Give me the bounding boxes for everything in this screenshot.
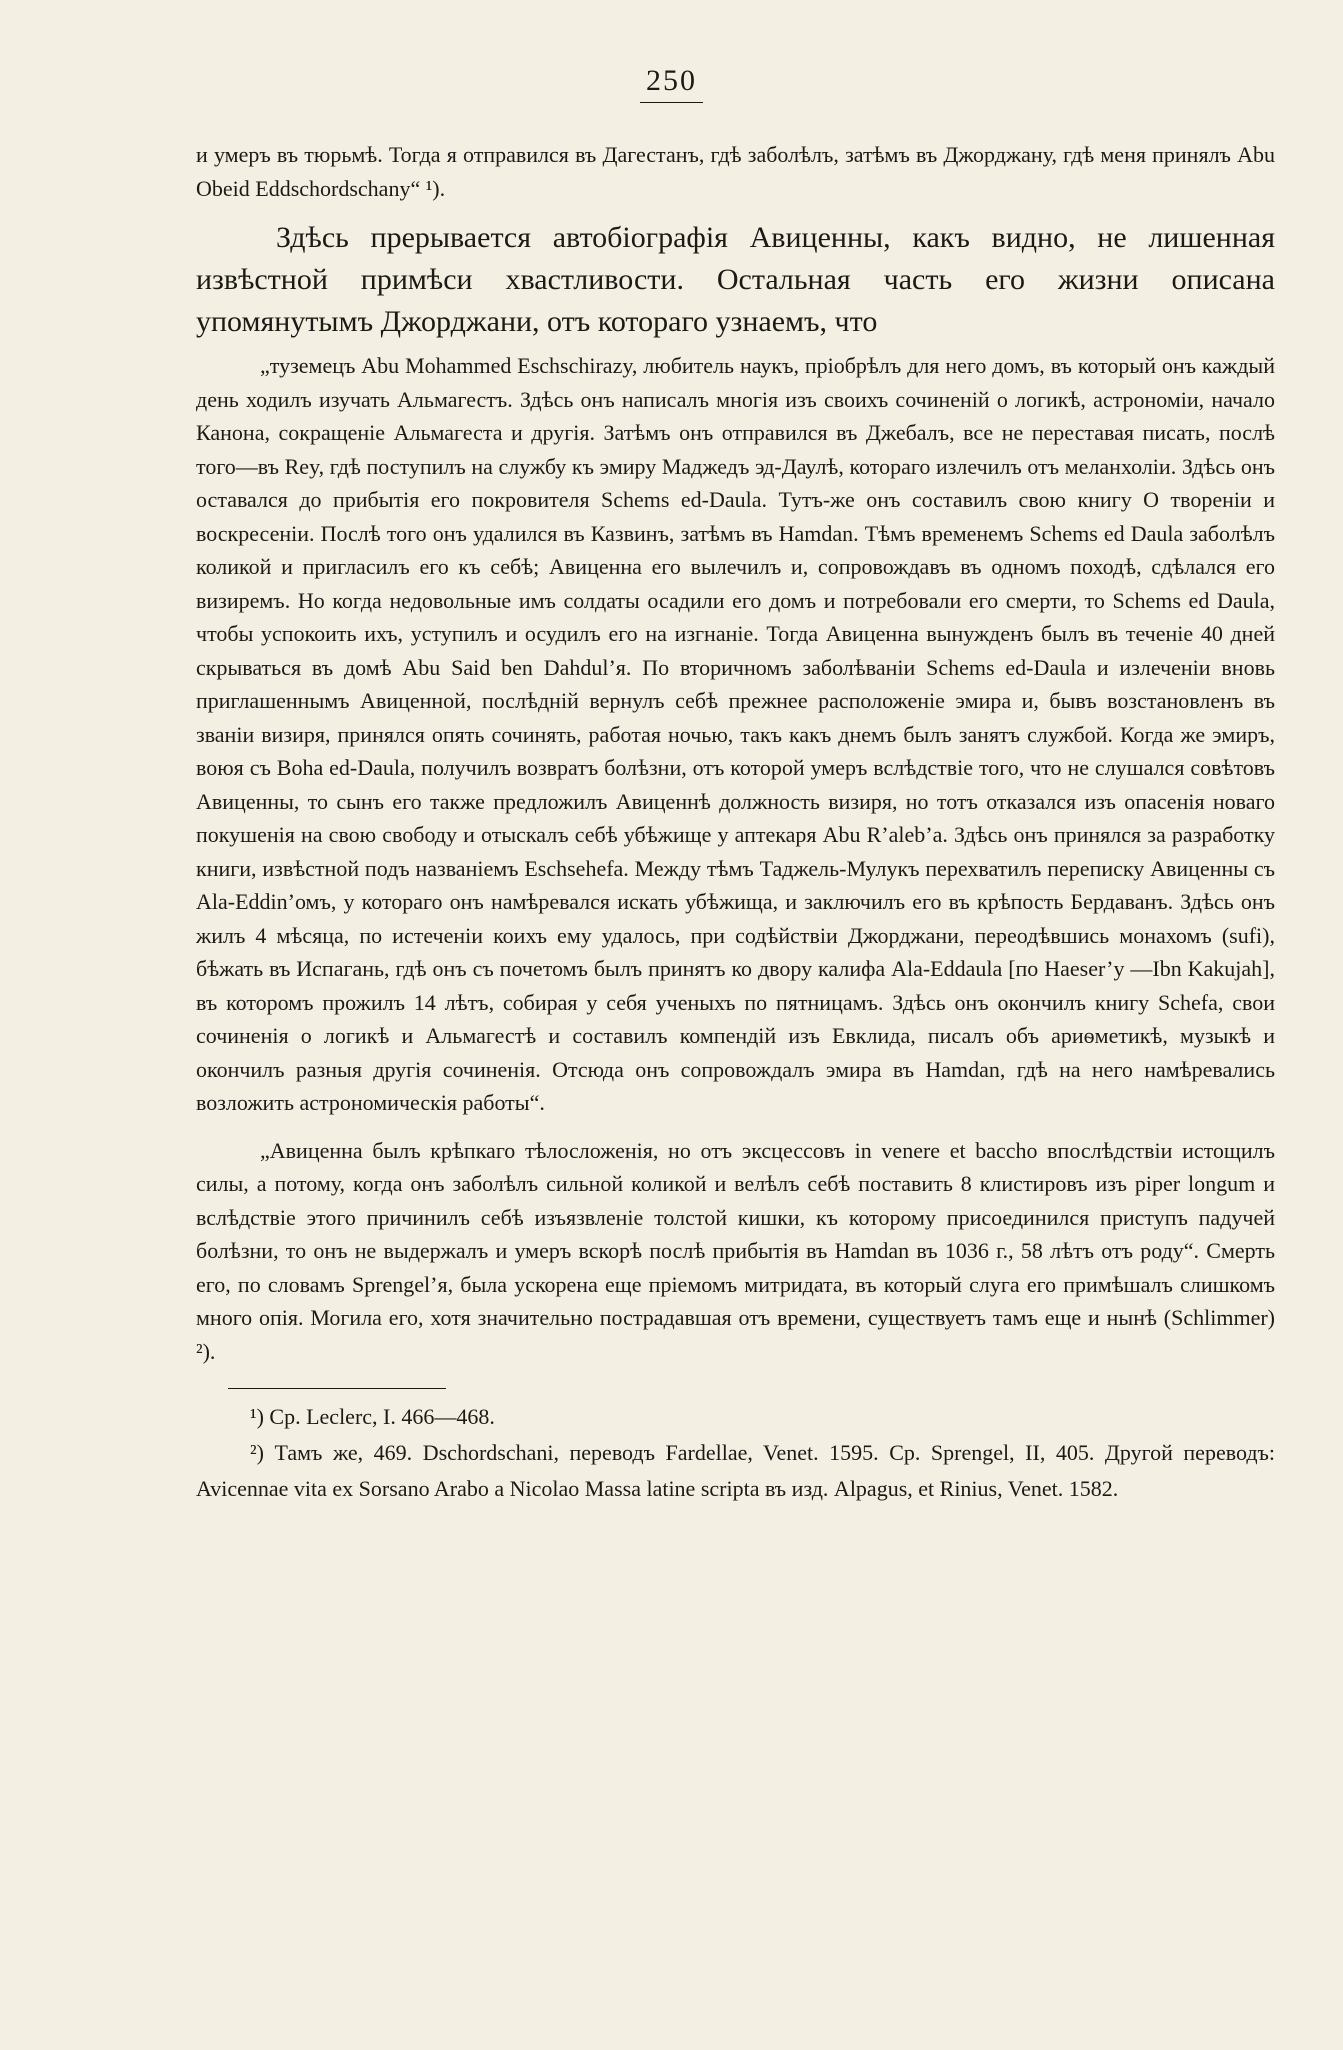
footnote-2: ²) Тамъ же, 469. Dschordschani, переводъ Fardellae, Venet. 1595. Cp. Sprengel, II, 405. Другой переводъ: Avicennae vita ex Sorsano Arabo a Nicolao Massa latine scripta въ изд. Alpagus, et Rinius, Venet. 1582. (196, 1440, 1275, 1501)
paragraph-intro: и умеръ въ тюрьмѣ. Тогда я отправился въ Дагестанъ, гдѣ заболѣлъ, затѣмъ въ Джорджану, гдѣ меня принялъ Abu Obeid Eddschordschany“ ¹). (196, 142, 1275, 201)
footnote-1: ¹) Cp. Leclerc, I. 466—468. (250, 1404, 495, 1429)
paragraph-main: Здѣсь прерывается автобіографія Авиценны, какъ видно, не лишенная извѣстной примѣси хвастливости. Остальная часть его жизни описана упомянутымъ Джорджани, отъ котораго узнаемъ, что (196, 221, 1275, 338)
quote-paragraph-1: „туземецъ Abu Mohammed Eschschirazy, любитель наукъ, пріобрѣлъ для него домъ, въ который онъ каждый день ходилъ изучать Альмагестъ. Здѣсь онъ написалъ многія изъ своихъ сочиненій о логикѣ, астрономіи, начало Канона, сокращеніе Альмагеста и другія. Затѣмъ онъ отправился въ Джебалъ, все не переставая писать, послѣ того—въ Rey, гдѣ поступилъ на службу къ эмиру Маджедъ эд-Даулѣ, котораго излечилъ отъ меланхоліи. Здѣсь онъ оставался до прибытія его покровителя Schems ed-Daula. Тутъ-же онъ составилъ свою книгу О твореніи и воскресеніи. Послѣ того онъ удалился въ Казвинъ, затѣмъ въ Hamdan. Тѣмъ временемъ Schems ed Daula заболѣлъ коликой и пригласилъ его къ себѣ; Авиценна его вылечилъ и, сопровождавъ въ одномъ походѣ, сдѣлался его визиремъ. Но когда недовольные имъ солдаты осадили его домъ и потребовали его смерти, то Schems ed Daula, чтобы успокоить ихъ, уступилъ и осудилъ его на изгнаніе. Тогда Авиценна вынужденъ былъ въ теченіе 40 дней скрываться въ домѣ Abu Said ben Dahdul’я. По вторичномъ заболѣваніи Schems ed-Daula и излеченіи вновь приглашеннымъ Авиценной, послѣдній вернулъ себѣ прежнее расположеніе эмира и, бывъ возстановленъ въ званіи визиря, принялся опять сочинять, работая ночью, такъ какъ днемъ былъ занятъ службой. Когда же эмиръ, воюя съ Boha ed-Daula, получилъ возвратъ болѣзни, отъ которой умеръ вслѣдствіе того, что не слушался совѣтовъ Авиценны, то сынъ его также предложилъ Авиценнѣ должность визиря, но тотъ отказался изъ опасенія новаго покушенія на свою свободу и отыскалъ себѣ убѣжище у аптекаря Abu R’aleb’a. Здѣсь онъ принялся за разработку книги, извѣстной подъ названіемъ Eschsehefa. Между тѣмъ Таджель-Мулукъ перехватилъ переписку Авиценны съ Ala-Eddin’омъ, у котораго онъ намѣревался искать убѣжища, и заключилъ его въ крѣпость Бердаванъ. Здѣсь онъ жилъ 4 мѣсяца, по истеченіи коихъ ему удалось, при содѣйствіи Джорджани, переодѣвшись монахомъ (sufi), бѣжать въ Испагань, гдѣ онъ съ почетомъ былъ принятъ ко двору калифа Ala-Eddaula [по Haeser’y —Ibn Kakujah], въ которомъ прожилъ 14 лѣтъ, собирая у себя ученыхъ по пятницамъ. Здѣсь онъ окончилъ книгу Schefa, свои сочиненія о логикѣ и Альмагестѣ и составилъ компендій изъ Евклида, писалъ объ ариѳметикѣ, музыкѣ и окончилъ разныя другія сочиненія. Отсюда онъ сопровождалъ эмира въ Hamdan, гдѣ на него намѣревались возложить астрономическія работы“. (196, 353, 1275, 1115)
quote-paragraph-2: „Авиценна былъ крѣпкаго тѣлосложенія, но отъ эксцессовъ in venere et baccho впослѣдствіи истощилъ силы, а потому, когда онъ заболѣлъ сильной коликой и велѣлъ себѣ поставить 8 клистировъ изъ piper longum и вслѣдствіе этого причинилъ себѣ изъязвленіе толстой кишки, къ которому присоединился приступъ падучей болѣзни, то онъ не выдержалъ и умеръ вскорѣ послѣ прибытія въ Hamdan въ 1036 г., 58 лѣтъ отъ роду“. Смерть его, по словамъ Sprengel’я, была ускорена еще пріемомъ митридата, въ который слуга его примѣшалъ слишкомъ много опія. Могила его, хотя значительно пострадавшая отъ времени, существуетъ тамъ еще и нынѣ (Schlimmer) ²). (196, 1137, 1275, 1364)
footnote-divider (228, 1388, 446, 1389)
page-body (196, 138, 1275, 1507)
page-number: 250 (0, 64, 1343, 103)
